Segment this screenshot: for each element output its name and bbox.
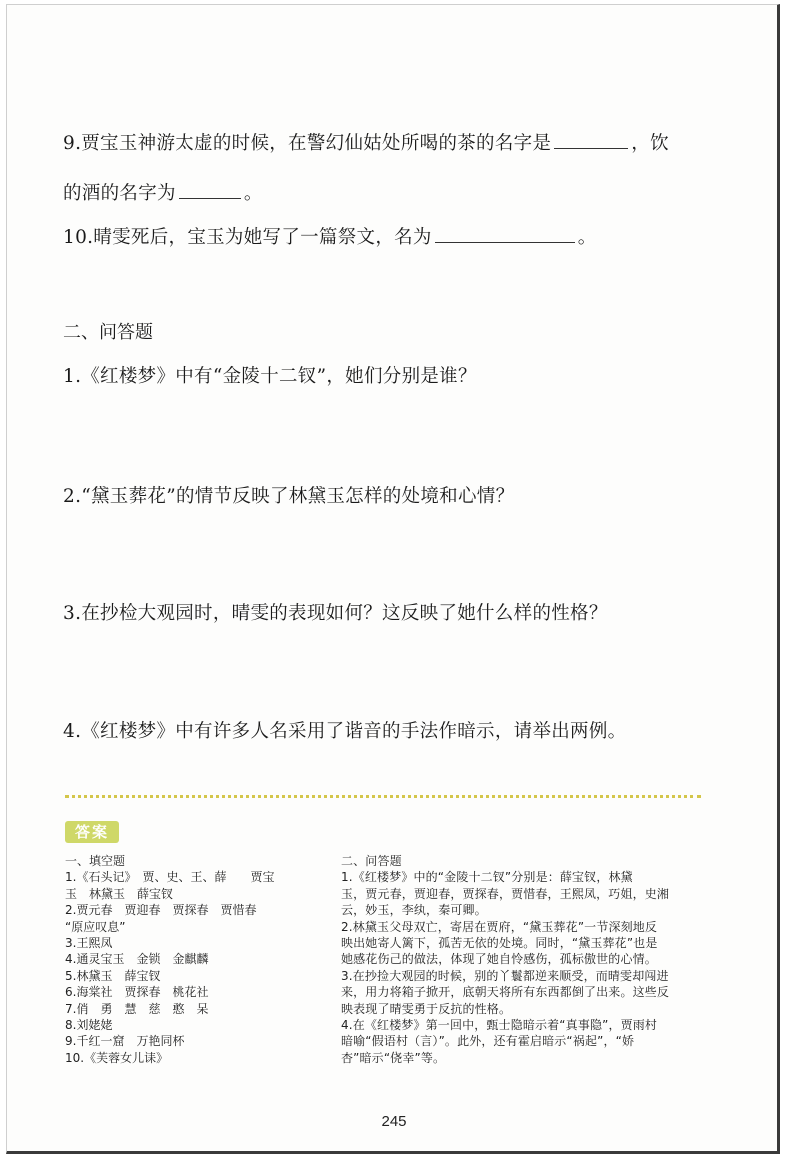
answer-line: 5.林黛玉 薛宝钗 (65, 968, 161, 983)
qa-question-3: 3.在抄检大观园时，晴雯的表现如何？这反映了她什么样的性格？ (63, 603, 608, 624)
answers-fill-in-column (65, 853, 327, 1066)
answer-line: 玉 林黛玉 薛宝钗 (65, 886, 174, 901)
answer-blank (435, 241, 575, 243)
answer-line: 二、问答题 (341, 854, 402, 868)
answer-line: “原应叹息” (65, 919, 126, 934)
question-9-line1 (63, 129, 669, 155)
answer-line: 4.在《红楼梦》第一回中，甄士隐暗示着“真事隐”，贾雨村 (341, 1017, 658, 1032)
book-page (6, 4, 780, 1154)
question-10 (63, 223, 597, 249)
answer-line: 3.在抄捡大观园的时候，别的丫鬟都逆来顺受，而晴雯却闯进 (341, 968, 669, 983)
page-number: 245 (381, 1113, 407, 1130)
answer-blank (554, 147, 628, 149)
answer-line: 4.通灵宝玉 金锁 金麒麟 (65, 952, 209, 967)
answer-line: 1.《石头记》 贾、史、王、薛 贾宝 (65, 870, 275, 885)
answer-line: 玉，贾元春，贾迎春，贾探春，贾惜春，王熙凤，巧姐，史湘 (341, 886, 670, 901)
answer-line: 她感花伤己的做法，体现了她自怜感伤，孤标傲世的心情。 (341, 952, 657, 967)
answer-line: 3.王熙凤 (65, 935, 113, 950)
answer-blank (179, 197, 241, 199)
answer-line: 8.刘姥姥 (65, 1017, 113, 1032)
answer-line: 来，用力将箱子掀开，底朝天将所有东西都倒了出来。这些反 (341, 985, 670, 1000)
answer-line: 1.《红楼梦》中的“金陵十二钗”分别是：薛宝钗，林黛 (341, 870, 633, 885)
answer-line: 一、填空题 (65, 854, 126, 868)
answer-line: 暗喻“假语村（言）”。此外，还有霍启暗示“祸起”，“娇 (341, 1034, 635, 1049)
question-9-line2 (63, 179, 263, 205)
answers-qa-column (341, 853, 703, 1066)
question-9-end: 。 (243, 183, 263, 204)
qa-question-1: 1.《红楼梦》中有“金陵十二钗”，她们分别是谁？ (63, 366, 477, 387)
answer-line: 杏”暗示“侥幸”等。 (341, 1050, 446, 1065)
answer-line: 9.千红一窟 万艳同杯 (65, 1034, 185, 1049)
answer-line: 映出她寄人篱下，孤苦无依的处境。同时，“黛玉葬花”也是 (341, 935, 658, 950)
question-10-text: 10.晴雯死后，宝玉为她写了一篇祭文，名为 (63, 227, 432, 248)
answer-line: 2.贾元春 贾迎春 贾探春 贾惜春 (65, 903, 257, 918)
answers-badge: 答案 (65, 821, 119, 843)
question-9-text: 9.贾宝玉神游太虚的时候，在警幻仙姑处所喝的茶的名字是 (63, 133, 552, 154)
answer-line: 10.《芙蓉女儿诔》 (65, 1050, 169, 1065)
question-9-text-cont: ，饮 (631, 133, 669, 154)
answer-line: 映表现了晴雯勇于反抗的性格。 (341, 1001, 512, 1016)
qa-question-2: 2.“黛玉葬花”的情节反映了林黛玉怎样的处境和心情？ (63, 486, 515, 507)
qa-question-4: 4.《红楼梦》中有许多人名采用了谐音的手法作暗示，请举出两例。 (63, 721, 627, 742)
section-title-qa: 二、问答题 (63, 322, 153, 343)
dotted-divider (65, 795, 701, 798)
question-10-end: 。 (577, 227, 597, 248)
answer-line: 7.俏 勇 慧 慈 憨 呆 (65, 1001, 209, 1016)
answer-line: 6.海棠社 贾探春 桃花社 (65, 985, 209, 1000)
answer-line: 2.林黛玉父母双亡，寄居在贾府，“黛玉葬花”一节深刻地反 (341, 919, 658, 934)
answer-line: 云，妙玉，李纨，秦可卿。 (341, 903, 487, 918)
question-9-text-line2: 的酒的名字为 (63, 183, 176, 204)
